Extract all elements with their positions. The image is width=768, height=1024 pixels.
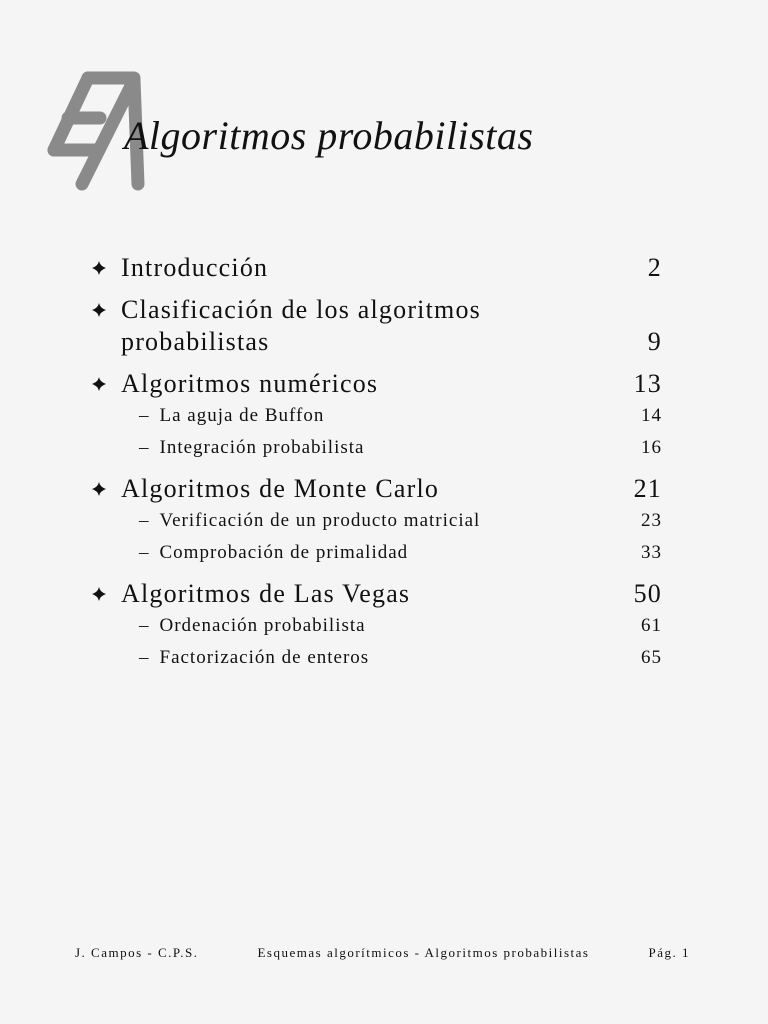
toc-dash: – (139, 615, 150, 636)
toc-dash: – (139, 436, 150, 458)
diamond-bullet-icon (92, 587, 106, 601)
toc-sub-page: 16 (641, 436, 662, 458)
diamond-bullet-icon (92, 482, 106, 496)
toc-subentry (92, 505, 662, 537)
toc-page: 9 (647, 327, 662, 356)
toc-entry (92, 368, 662, 400)
toc-page: 21 (633, 474, 662, 503)
page-footer (75, 945, 690, 961)
toc-entry (92, 473, 662, 505)
toc-sub-label: La aguja de Buffon (159, 405, 325, 426)
page-title: Algoritmos probabilistas (124, 113, 534, 158)
toc-label: Algoritmos de Monte Carlo (121, 474, 440, 503)
toc-dash: – (139, 541, 150, 563)
toc-sub-label: Ordenación probabilista (159, 615, 366, 636)
toc-sub-page: 33 (641, 541, 662, 563)
footer-page-number: Pág. 1 (648, 945, 690, 960)
toc-subentry (92, 432, 662, 464)
toc-dash: – (139, 510, 150, 531)
diamond-bullet-icon (92, 377, 106, 391)
toc-label-continued: probabilistas (121, 327, 270, 356)
toc-subentry (92, 610, 662, 642)
toc-subentry (92, 642, 662, 674)
toc-subentry (92, 537, 662, 569)
toc-page: 2 (647, 253, 662, 282)
footer-author: J. Campos - C.P.S. (75, 945, 199, 960)
toc-label: Introducción (121, 253, 269, 282)
toc-label: Clasificación de los algoritmos (121, 295, 481, 324)
toc-entry (92, 252, 662, 284)
toc-dash: – (139, 646, 150, 668)
footer-course: Esquemas algorítmicos - Algoritmos probabilistas (257, 945, 590, 960)
diamond-bullet-icon (92, 261, 106, 275)
toc-label: Algoritmos numéricos (121, 369, 379, 398)
toc-sub-page: 23 (641, 510, 662, 531)
toc-sub-label: Factorización de enteros (159, 646, 370, 668)
toc-entry (92, 578, 662, 610)
toc-sub-page: 65 (641, 646, 662, 668)
toc-dash: – (139, 405, 150, 426)
toc-sub-page: 61 (641, 615, 662, 636)
toc-sub-label: Integración probabilista (159, 436, 365, 458)
toc-entry (92, 294, 662, 358)
toc-page: 50 (633, 579, 662, 608)
toc-sub-label: Verificación de un producto matricial (159, 510, 481, 531)
toc-sub-label: Comprobación de primalidad (159, 541, 409, 563)
diamond-bullet-icon (92, 303, 106, 317)
toc-subentry (92, 400, 662, 432)
table-of-contents (92, 252, 662, 673)
toc-sub-page: 14 (641, 405, 662, 426)
toc-label: Algoritmos de Las Vegas (121, 579, 411, 608)
toc-page: 13 (633, 369, 662, 398)
